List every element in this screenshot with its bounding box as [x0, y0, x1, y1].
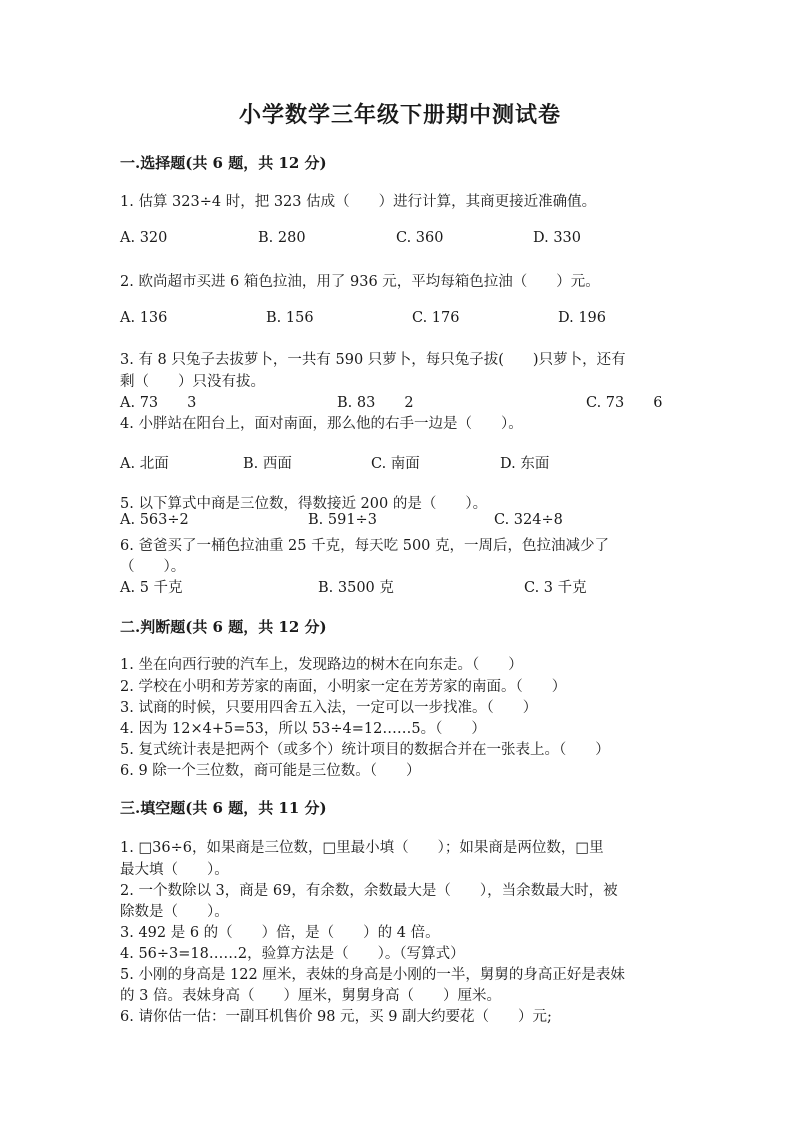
question-text: 5. 小刚的身高是 122 厘米，表妹的身高是小刚的一半，舅舅的身高正好是表妹 — [120, 967, 625, 983]
option-b: B. 83 2 — [337, 395, 414, 411]
section-heading-judgment: 二.判断题(共 6 题，共 12 分) — [120, 618, 327, 636]
question-text: 剩（ ）只没有拔。 — [120, 374, 265, 390]
question-text: 1. □36÷6，如果商是三位数，□里最小填（ ）；如果商是两位数，□里 — [120, 840, 604, 856]
option-a: A. 136 — [120, 310, 168, 326]
question-text: 3. 492 是 6 的（ ）倍，是（ ）的 4 倍。 — [120, 925, 440, 941]
question-text: 6. 爸爸买了一桶色拉油重 25 千克，每天吃 500 克，一周后，色拉油减少了 — [120, 538, 610, 554]
option-c: C. 360 — [396, 230, 444, 246]
option-c: C. 176 — [412, 310, 460, 326]
question-text: 4. 因为 12×4+5=53，所以 53÷4=12……5。（ ） — [120, 721, 486, 737]
question-text: 3. 有 8 只兔子去拔萝卜，一共有 590 只萝卜，每只兔子拔( )只萝卜，还有 — [120, 352, 626, 368]
question-text: （ ）。 — [120, 559, 186, 575]
option-b: B. 591÷3 — [308, 512, 377, 528]
question-text: 6. 请你估一估：一副耳机售价 98 元，买 9 副大约要花（ ）元; — [120, 1009, 552, 1025]
question-text: 最大填（ ）。 — [120, 862, 229, 878]
question-text: 2. 欧尚超市买进 6 箱色拉油，用了 936 元，平均每箱色拉油（ ）元。 — [120, 274, 600, 290]
option-c: C. 3 千克 — [524, 580, 587, 596]
question-text: 5. 复式统计表是把两个（或多个）统计项目的数据合并在一张表上。（ ） — [120, 742, 610, 758]
option-c: C. 73 6 — [586, 395, 663, 411]
question-text: 5. 以下算式中商是三位数，得数接近 200 的是（ ）。 — [120, 496, 488, 512]
question-text: 4. 56÷3=18……2，验算方法是（ ）。（写算式） — [120, 946, 465, 962]
option-b: B. 3500 克 — [318, 580, 394, 596]
page-title: 小学数学三年级下册期中测试卷 — [238, 102, 561, 128]
option-a: A. 73 3 — [120, 395, 197, 411]
option-b: B. 156 — [266, 310, 314, 326]
option-c: C. 南面 — [371, 456, 420, 472]
question-text: 2. 学校在小明和芳芳家的南面，小明家一定在芳芳家的南面。（ ） — [120, 679, 567, 695]
option-a: A. 北面 — [120, 456, 169, 472]
question-text: 6. 9 除一个三位数，商可能是三位数。（ ） — [120, 763, 421, 779]
option-b: B. 西面 — [243, 456, 292, 472]
question-text: 1. 坐在向西行驶的汽车上，发现路边的树木在向东走。（ ） — [120, 657, 523, 673]
option-d: D. 330 — [533, 230, 582, 246]
question-text: 4. 小胖站在阳台上，面对南面，那么他的右手一边是（ ）。 — [120, 416, 523, 432]
option-a: A. 320 — [120, 230, 168, 246]
option-d: D. 196 — [558, 310, 607, 326]
option-b: B. 280 — [258, 230, 306, 246]
option-a: A. 563÷2 — [120, 512, 189, 528]
option-c: C. 324÷8 — [494, 512, 563, 528]
question-text: 3. 试商的时候，只要用四舍五入法，一定可以一步找准。（ ） — [120, 700, 538, 716]
question-text: 1. 估算 323÷4 时，把 323 估成（ ）进行计算，其商更接近准确值。 — [120, 194, 597, 210]
section-heading-choice: 一.选择题(共 6 题，共 12 分) — [120, 154, 327, 172]
question-text: 的 3 倍。表妹身高（ ）厘米，舅舅身高（ ）厘米。 — [120, 988, 501, 1004]
option-a: A. 5 千克 — [120, 580, 183, 596]
option-d: D. 东面 — [500, 456, 550, 472]
question-text: 除数是（ ）。 — [120, 904, 229, 920]
question-text: 2. 一个数除以 3，商是 69，有余数，余数最大是（ ），当余数最大时，被 — [120, 883, 618, 899]
section-heading-fill-blank: 三.填空题(共 6 题，共 11 分) — [120, 799, 327, 817]
